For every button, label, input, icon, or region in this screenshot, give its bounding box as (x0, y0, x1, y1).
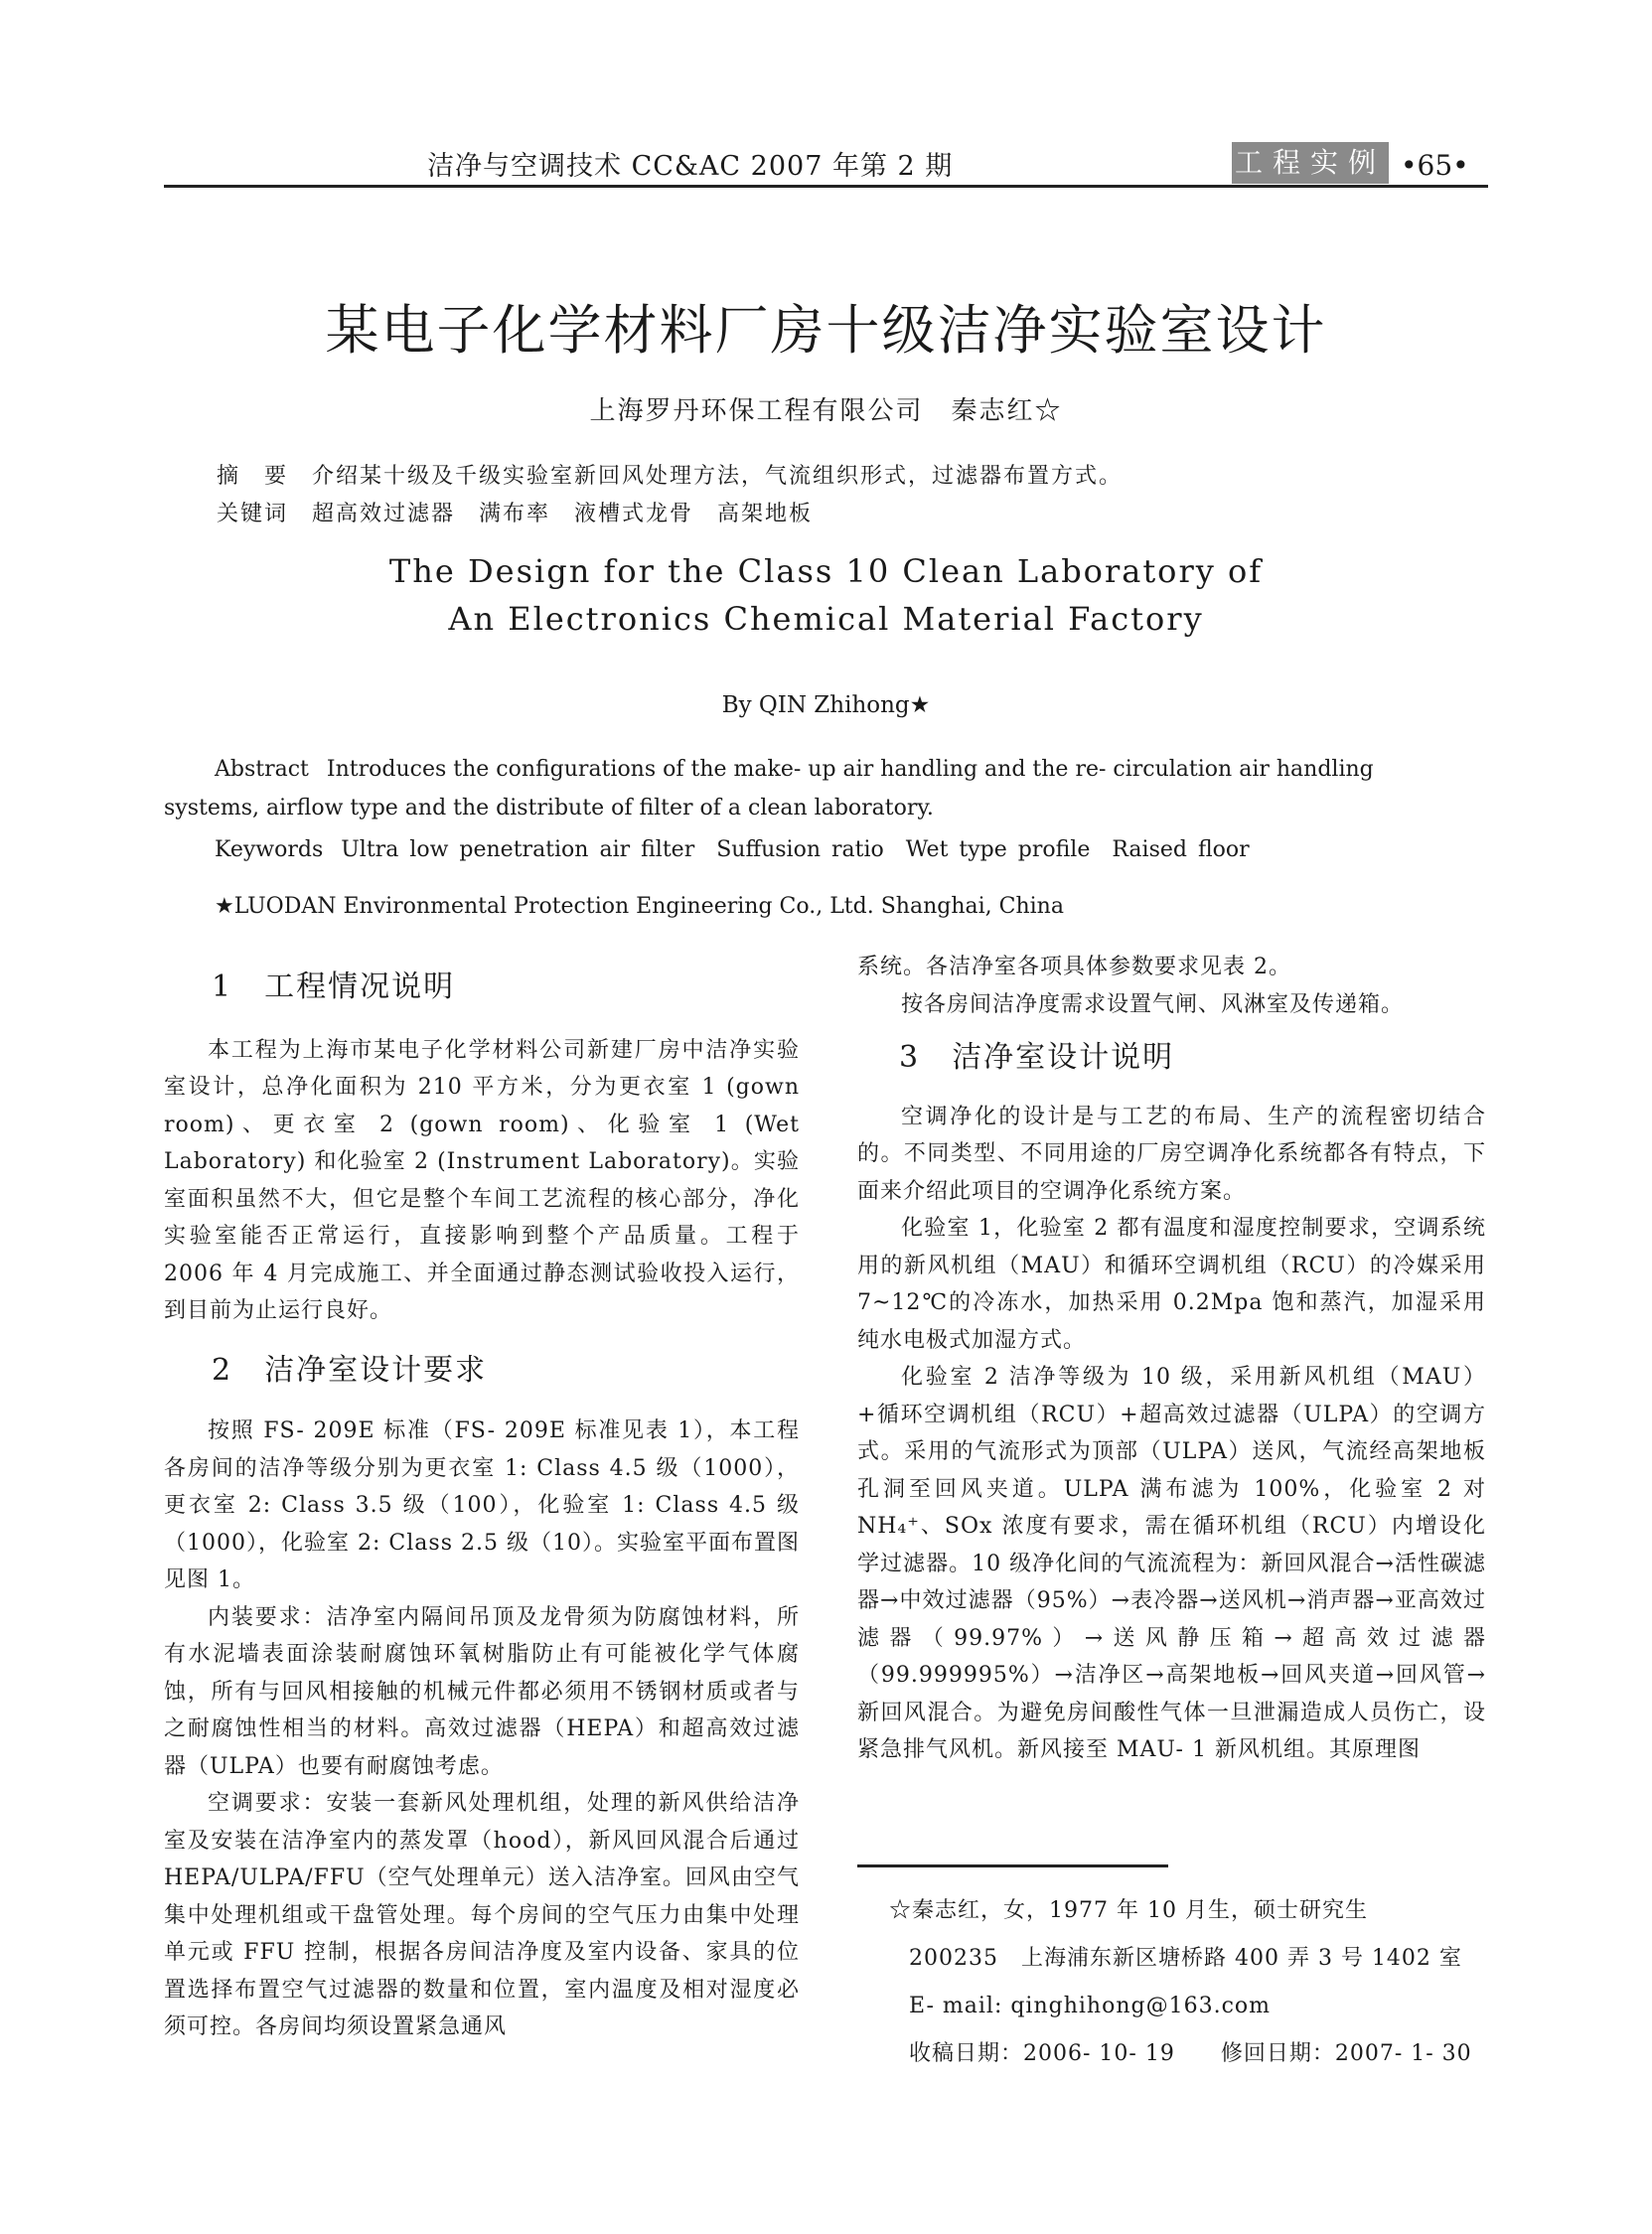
keywords-cn-text: 超高效过滤器 满布率 液槽式龙骨 高架地板 (312, 502, 814, 526)
keywords-cn-label: 关键词 (217, 502, 289, 526)
keywords-en (215, 832, 1250, 863)
journal-header: 洁净与空调技术 CC&AC 2007 年第 2 期 (427, 151, 954, 182)
abstract-en-label: Abstract (215, 757, 309, 782)
abstract-cn-text: 介绍某十级及千级实验室新回风处理方法，气流组织形式，过滤器布置方式。 (312, 464, 1124, 489)
keywords-cn (217, 497, 813, 527)
airlock-paragraph: 按各房间洁净度需求设置气闸、风淋室及传递箱。 (901, 991, 1405, 1017)
abstract-en-text: Introduces the configurations of the make- up air handling and the re- circulation air handling systems, airflow type and the distribute of filter of a clean laboratory. (164, 757, 1374, 820)
header-rule (164, 185, 1488, 188)
section-3-paragraph-1: 空调净化的设计是与工艺的布局、生产的流程密切结合的。不同类型、不同用途的厂房空调净化系统都各有特点，下面来介绍此项目的空调净化系统方案。 (857, 1104, 1486, 1204)
abstract-en (164, 750, 1475, 827)
footnote-address: 200235 上海浦东新区塘桥路 400 弄 3 号 1402 室 (909, 1946, 1462, 1971)
page-number: •65• (1401, 149, 1469, 182)
footnote-dates: 收稿日期：2006- 10- 19 修回日期：2007- 1- 30 (909, 2041, 1472, 2066)
section-1-title: 1 工程情况说明 (212, 969, 456, 1004)
section-2-paragraph-2: 内装要求：洁净室内隔间吊顶及龙骨须为防腐蚀材料，所有水泥墙表面涂装耐腐蚀环氧树脂防止有可能被化学气体腐蚀，所有与回风相接触的机械元件都必须用不锈钢材质或者与之耐腐蚀性相当的材料。高效过滤器（HEPA）和超高效过滤器（ULPA）也要有耐腐蚀考虑。 (164, 1604, 800, 1779)
footnote-email: E- mail: qinghihong@163.com (909, 1994, 1272, 2018)
english-author: By QIN Zhihong★ (721, 692, 931, 718)
section-2-paragraph-1: 按照 FS- 209E 标准（FS- 209E 标准见表 1），本工程各房间的洁净等级分别为更衣室 1: Class 4.5 级（1000），更衣室 2: Class 3.5 级（100），化验室 1: Class 4.5 级（1000），化验室 2: Class 2.5 级（10）。实验室平面布置图见图 1。 (164, 1418, 800, 1592)
footnote-rule (857, 1864, 1168, 1867)
column-tag: 工程实例 (1232, 142, 1389, 184)
section-2-paragraph-3: 空调要求：安装一套新风处理机组，处理的新风供给洁净室及安装在洁净室内的蒸发罩（hood），新风回风混合后通过 HEPA/ULPA/FFU（空气处理单元）送入洁净室。回风由空气集中处理机组或干盘管处理。每个房间的空气压力由集中处理单元或 FFU 控制，根据各房间洁净度及室内设备、家具的位置选择布置空气过滤器的数量和位置，室内温度及相对湿度必须可控。各房间均须设置紧急通风 (164, 1791, 800, 2039)
abstract-cn (217, 459, 1123, 490)
english-affiliation: ★LUODAN Environmental Protection Engineering Co., Ltd. Shanghai, China (215, 894, 1064, 919)
article-title: 某电子化学材料厂房十级洁净实验室设计 (325, 299, 1327, 362)
section-1-paragraph: 本工程为上海市某电子化学材料公司新建厂房中洁净实验室设计，总净化面积为 210 平方米，分为更衣室 1 (gown room)、更衣室 2 (gown room)、化验室 1 (Wet Laboratory) 和化验室 2 (Instrument Laboratory)。实验室面积虽然不大，但它是整个车间工艺流程的核心部分，净化实验室能否正常运行，直接影响到整个产品质量。工程于 2006 年 4 月完成施工、并全面通过静态测试验收投入运行，到目前为止运行良好。 (164, 1037, 800, 1323)
keywords-en-text: Ultra low penetration air filter Suffusion ratio Wet type profile Raised floor (341, 837, 1250, 862)
left-column (164, 968, 800, 2046)
section-3-title: 3 洁净室设计说明 (899, 1040, 1175, 1075)
section-3-paragraph-3: 化验室 2 洁净等级为 10 级，采用新风机组（MAU）+循环空调机组（RCU）+超高效过滤器（ULPA）的空调方式。采用的气流形式为顶部（ULPA）送风，气流经高架地板孔洞至回风夹道。ULPA 满布滤为 100%，化验室 2 对 NH₄⁺、SOx 浓度有要求，需在循环机组（RCU）内增设化学过滤器。10 级净化间的气流流程为：新回风混合→活性碳滤器→中效过滤器（95%）→表冷器→送风机→消声器→亚高效过滤器（99.97%）→送风静压箱→超高效过滤器（99.999995%）→洁净区→高架地板→回风夹道→回风管→新回风混合。为避免房间酸性气体一旦泄漏造成人员伤亡，设紧急排气风机。新风接至 MAU- 1 新风机组。其原理图 (857, 1365, 1486, 1762)
english-title-line1: The Design for the Class 10 Clean Laboratory of (388, 552, 1264, 590)
abstract-cn-label: 摘 要 (217, 464, 289, 489)
section-2-title: 2 洁净室设计要求 (212, 1352, 488, 1388)
author-line: 上海罗丹环保工程有限公司 秦志红☆ (589, 396, 1063, 426)
continued-paragraph: 系统。各洁净室各项具体参数要求见表 2。 (857, 955, 1291, 979)
right-column (857, 949, 1486, 1769)
section-3-paragraph-2: 化验室 1，化验室 2 都有温度和湿度控制要求，空调系统用的新风机组（MAU）和循环空调机组（RCU）的冷媒采用 7~12℃的冷冻水，加热采用 0.2Mpa 饱和蒸汽，加湿采用纯水电极式加湿方式。 (857, 1216, 1486, 1353)
english-title-line2: An Electronics Chemical Material Factory (448, 600, 1204, 638)
keywords-en-label: Keywords (215, 837, 324, 862)
footnote (889, 1887, 1472, 2078)
footnote-author-bio: ☆秦志红，女，1977 年 10 月生，硕士研究生 (889, 1898, 1368, 1923)
